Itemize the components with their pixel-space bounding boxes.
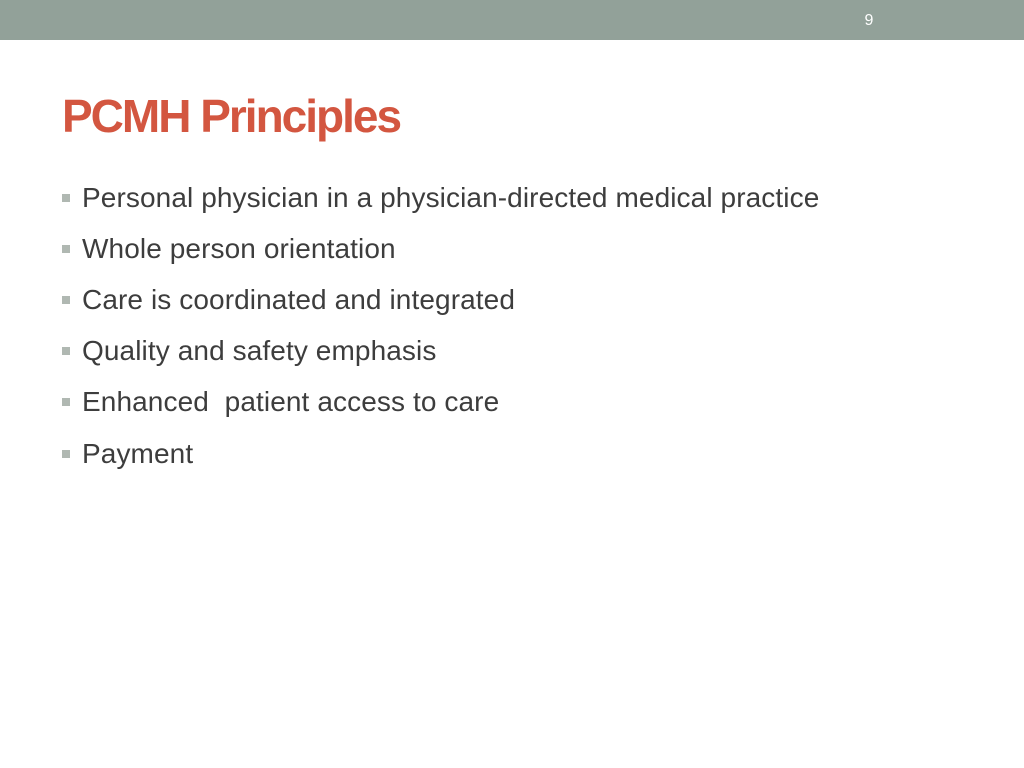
bullet-text: Personal physician in a physician-directed medical practice	[82, 181, 820, 213]
bullet-item	[62, 326, 819, 377]
bullet-item	[62, 172, 819, 223]
bullet-item	[62, 377, 819, 428]
header-band	[0, 0, 1024, 40]
square-bullet-icon	[62, 245, 70, 253]
bullet-text: Whole person orientation	[82, 232, 396, 264]
square-bullet-icon	[62, 398, 70, 406]
bullet-text: Payment	[82, 437, 194, 469]
bullet-text: Quality and safety emphasis	[82, 335, 437, 367]
square-bullet-icon	[62, 194, 70, 202]
square-bullet-icon	[62, 347, 70, 355]
bullet-text: Care is coordinated and integrated	[82, 283, 516, 315]
square-bullet-icon	[62, 296, 70, 304]
bullet-list	[62, 172, 819, 479]
slide-number: 9	[864, 12, 874, 29]
bullet-item	[62, 274, 819, 325]
square-bullet-icon	[62, 450, 70, 458]
bullet-text: Enhanced patient access to care	[82, 386, 500, 418]
bullet-item	[62, 428, 819, 479]
slide-title: PCMH Principles	[62, 90, 401, 142]
bullet-item	[62, 223, 819, 274]
